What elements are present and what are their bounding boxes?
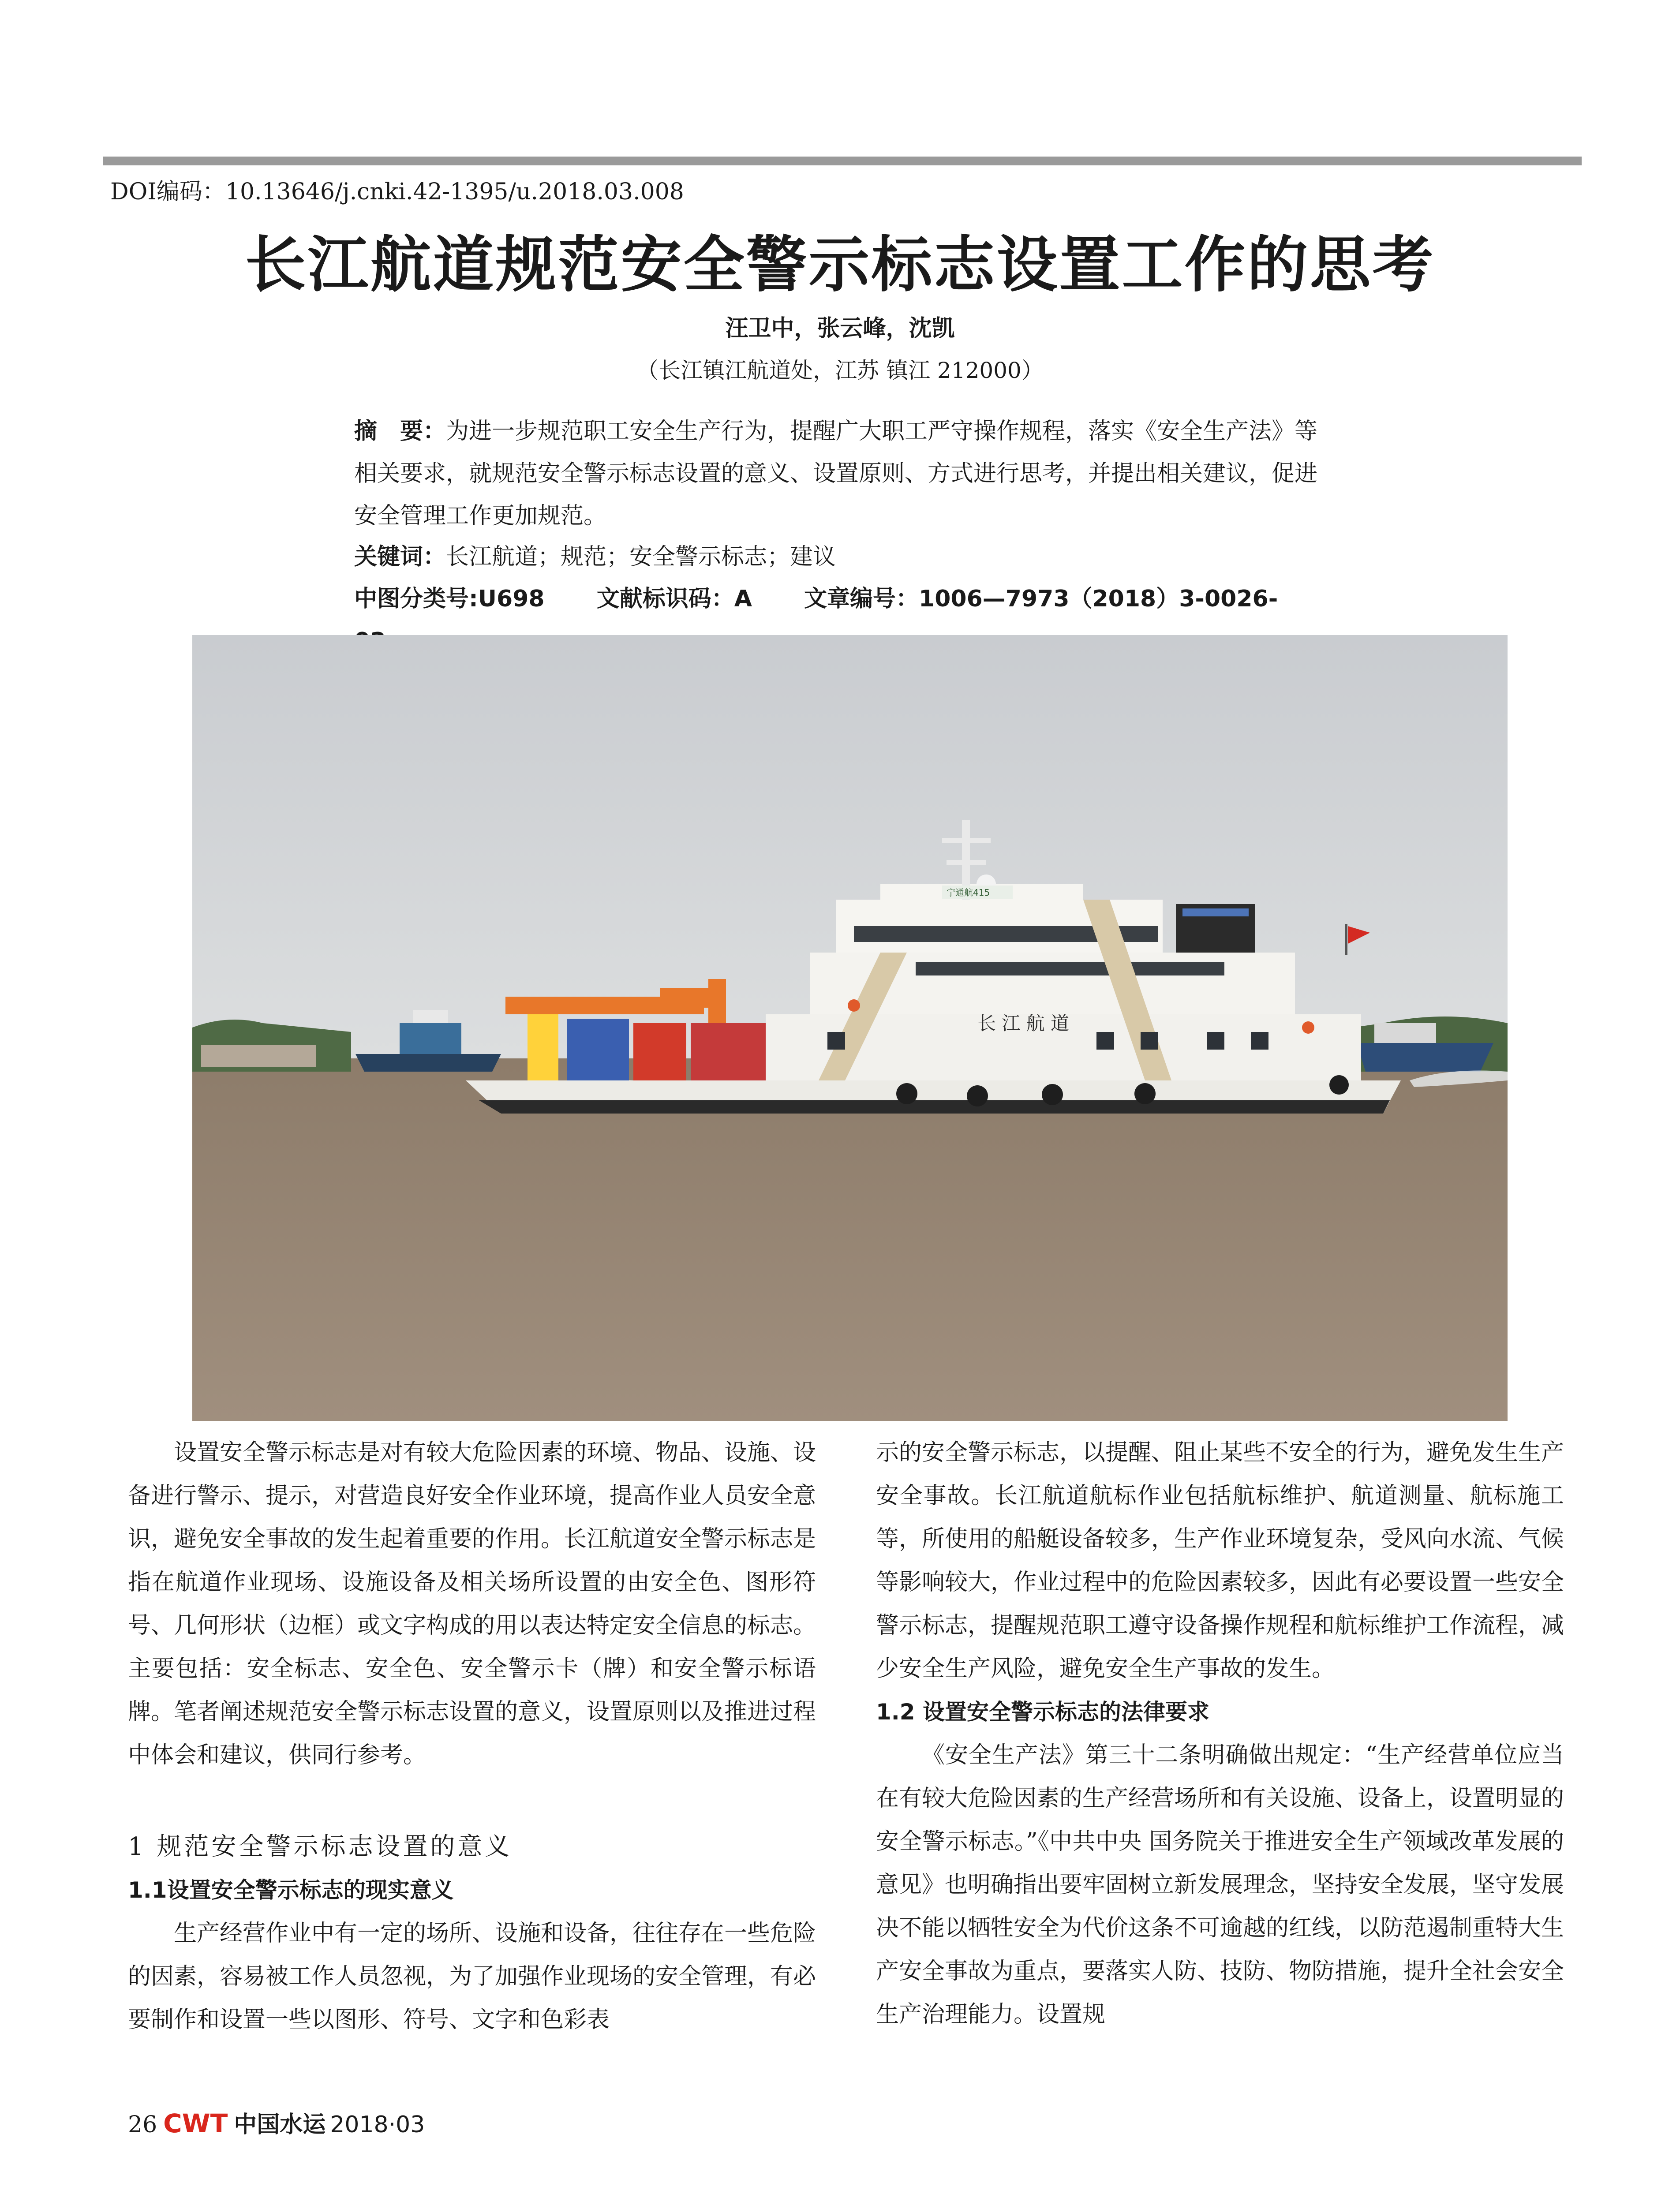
page-number: 26: [128, 2112, 157, 2138]
magazine-name: 中国水运: [234, 2112, 326, 2138]
header-rule: [103, 157, 1582, 165]
continued-paragraph: 示的安全警示标志，以提醒、阻止某些不安全的行为，避免发生生产安全事故。长江航道航标作业包括航标维护、航道测量、航标施工等，所使用的船艇设备较多，生产作业环境复杂，受风向水流、气候等影响较大，作业过程中的危险因素较多，因此有必要设置一些安全警示标志，提醒规范职工遵守设备操作规程和航标维护工作流程，减少安全生产风险，避免安全生产事故的发生。: [876, 1439, 1564, 1682]
left-shore-buildings: [201, 1045, 316, 1067]
section-1-1-paragraph: 生产经营作业中有一定的场所、设施和设备，往往存在一些危险的因素，容易被工作人员忽视，为了加强作业现场的安全管理，有必要制作和设置一些以图形、符号、文字和色彩表: [128, 1920, 816, 2033]
ship-plate-text: 长 江 航 道: [977, 1013, 1070, 1034]
class-number: 中图分类号:U698: [354, 586, 545, 612]
page-footer: [128, 2104, 425, 2145]
abstract: [354, 410, 1325, 537]
abstract-label: 摘 要：: [354, 418, 446, 445]
keywords-text: 长江航道；规范；安全警示标志；建议: [446, 544, 836, 570]
document-code: 文献标识码：A: [596, 586, 752, 612]
section-1-1-heading: 1.1设置安全警示标志的现实意义: [128, 1877, 454, 1903]
section-1-2-paragraph: 《安全生产法》第三十二条明确做出规定：“生产经营单位应当在有较大危险因素的生产经营场所和有关设施、设备上，设置明显的安全警示标志。”《中共中央 国务院关于推进安全生产领域改革发展的意见》也明确指出要牢固树立新发展理念，坚持安全发展，坚守发展决不能以牺牲安全为代价这条不可逾越的红线，以防范遏制重特大生产安全事故为重点，要落实人防、技防、物防措施，提升全社会安全生产治理能力。设置规: [876, 1742, 1564, 2028]
section-1-2-heading: 1.2 设置安全警示标志的法律要求: [876, 1699, 1209, 1725]
doi-line: DOI编码：10.13646/j.cnki.42-1395/u.2018.03.008: [110, 179, 684, 205]
intro-paragraph: 设置安全警示标志是对有较大危险因素的环境、物品、设施、设备进行警示、提示，对营造良好安全作业环境，提高作业人员安全意识，避免安全事故的发生起着重要的作用。长江航道安全警示标志是指在航道作业现场、设施设备及相关场所设置的由安全色、图形符号、几何形状（边框）或文字构成的用以表达特定安全信息的标志。主要包括：安全标志、安全色、安全警示卡（牌）和安全警示标语牌。笔者阐述规范安全警示标志设置的意义，设置原则以及推进过程中体会和建议，供同行参考。: [128, 1439, 816, 1768]
article-authors: 汪卫中，张云峰，沈凯: [725, 315, 955, 342]
distant-vessel-right: [1357, 1043, 1493, 1072]
article-affiliation: （长江镇江航道处，江苏 镇江 212000）: [636, 358, 1044, 383]
ship-name-plate-text: 宁通航415: [947, 887, 990, 898]
brand-logo: CWT: [163, 2108, 228, 2138]
distant-vessel: [355, 1054, 501, 1072]
right-column: [876, 1431, 1564, 2036]
article-number: 文章编号：1006—7973（2018）3-0026-: [804, 586, 1278, 612]
abstract-text: 为进一步规范职工安全生产行为，提醒广大职工严守操作规程，落实《安全生产法》等相关要求，就规范安全警示标志设置的意义、设置原则、方式进行思考，并提出相关建议，促进安全管理工作更加规范。: [354, 418, 1318, 529]
keywords-label: 关键词：: [354, 544, 446, 570]
ship-photo: [192, 635, 1508, 1421]
article-title: 长江航道规范安全警示标志设置工作的思考: [245, 228, 1435, 300]
issue-number: 2018·03: [330, 2112, 425, 2138]
left-column: [128, 1431, 816, 2041]
section-1-heading: 1 规范安全警示标志设置的意义: [128, 1832, 513, 1861]
keywords: [354, 536, 1325, 578]
